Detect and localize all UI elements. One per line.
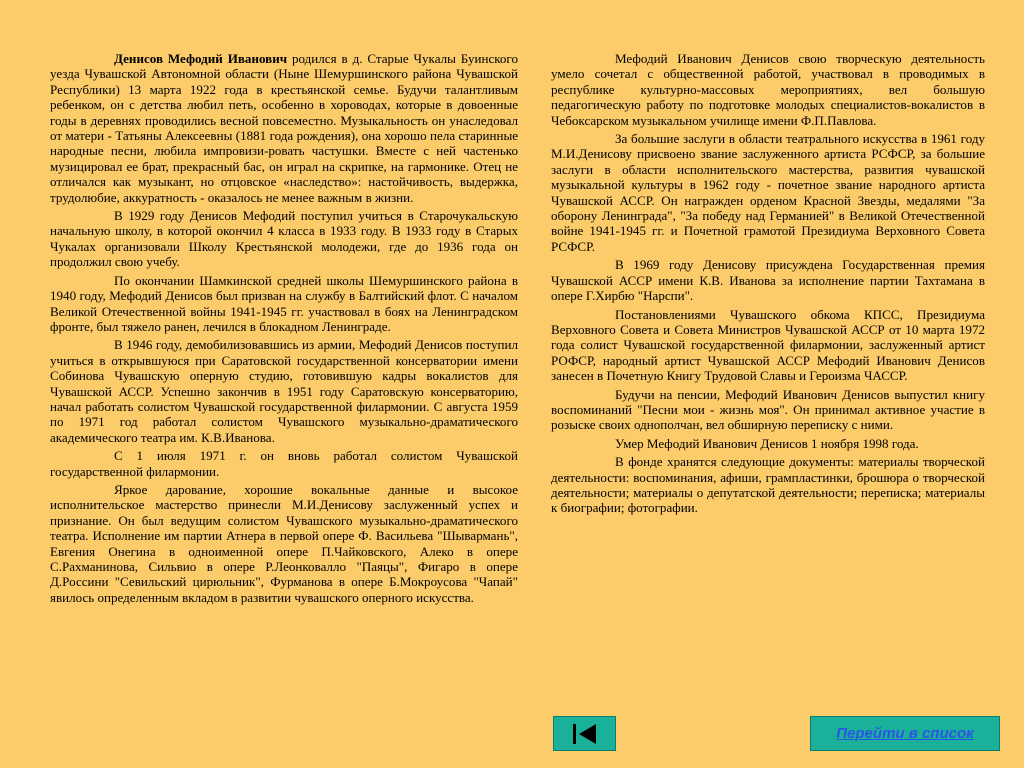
paragraph: В фонде хранятся следующие документы: материалы творческой деятельности: воспоминания, афиши, грампластинки, брошюра о творческой деятельности; материалы о депутатской деятельности; переписка; материалы к биографии; фотографии. — [551, 454, 985, 516]
intro-text: родился в д. Старые Чукалы Буинского уезда Чувашской Автономной области (Ныне Шемуршинского района Чувашской Республики) 13 марта 1922 года в крестьянской семье. Будучи талантливым ребенком, он с детства любил петь, особенно в хороводах, которые в довоенные годы в деревнях проводились весной повсеместно. Музыкальность он унаследовал от матери - Татьяны Алексеевны (1881 года рождения), она хорошо пела старинные народные песни, любила импровизи-ровать частушки. Вместе с ней частенько музицировал ее брат, прекрасный бас, он играл на скрипке, на гармонике. Отец не отличался как музыкант, но отцовское «наследство»: настойчивость, выдержка, трудолюбие, аккуратность - оказалось не менее важным в жизни. — [50, 51, 518, 205]
back-button[interactable] — [553, 716, 616, 751]
skip-back-icon — [572, 723, 598, 745]
paragraph: Постановлениями Чувашского обкома КПСС, Президиума Верховного Совета и Совета Министров Чувашской АССР от 10 марта 1972 года солист Чувашской государственной филармонии, заслуженный артист РОФСР, народный артист Чувашской АССР Мефодий Иванович Денисов занесен в Почетную Книгу Трудовой Славы и Героизма ЧАССР. — [551, 306, 985, 384]
right-column — [551, 51, 985, 519]
paragraph: Умер Мефодий Иванович Денисов 1 ноября 1998 года. — [615, 435, 919, 451]
paragraph: Мефодий Иванович Денисов свою творческую деятельность умело сочетал с общественной работой, участвовал в проводимых в республике культурно-массовых мероприятиях, вел большую педагогическую работу по подготовке молодых специалистов-вокалистов в Чебоксарском музыкальном училище имени Ф.П.Павлова. — [551, 51, 985, 128]
paragraph: В 1929 году Денисов Мефодий поступил учиться в Старочукальскую начальную школу, в которой окончил 4 класса в 1933 году. В 1933 году в Старых Чукалах организовали Школу Крестьянской молодежи, где до 1936 года он продолжил свою учебу. — [50, 208, 518, 270]
person-name: Денисов Мефодий Иванович — [114, 51, 288, 66]
paragraph: Будучи на пенсии, Мефодий Иванович Денисов выпустил книгу воспоминаний "Песни мои - жизнь моя". Он принимал активное участие в розыске своих однополчан, вел обширную переписку с ними. — [551, 386, 985, 433]
intro-paragraph — [50, 51, 518, 205]
paragraph: С 1 июля 1971 г. он вновь работал солистом Чувашской государственной филармонии. — [50, 448, 518, 479]
go-to-list-link[interactable]: Перейти в список — [836, 725, 974, 742]
paragraph: За большие заслуги в области театрального искусства в 1961 году М.И.Денисову присвоено звание заслуженного артиста РСФСР, за большие заслуги в области исполнительского мастерства, развития чувашской музыкальной культуры в 1962 году - почетное звание народного артиста Чувашской АССР. Он награжден орденом Красной Звезды, медалями "За оборону Ленинграда", "За победу над Германией" в Великой Отечественной войне 1941-1945 гг. и Почетной грамотой Президиума Верховного Совета РСФСР. — [551, 131, 985, 254]
paragraph: Яркое дарование, хорошие вокальные данные и высокое исполнительское мастерство принесли М.И.Денисову заслуженный успех и признание. Он был ведущим солистом Чувашского музыкально-драматического театра. Исполнение им партии Атнера в первой опере Ф. Васильева "Шывармань", Евгения Онегина в одноименной опере П.Чайковского, Алеко в опере С.Рахманинова, Сильвио в опере Р.Леонковалло "Паяцы", Фигаро в опере Д.Россини "Севильский цирюльник", Фурманова в опере Б.Мокроусова "Чапай" явилось определенным вкладом в развитии чувашского оперного искусства. — [50, 481, 518, 605]
paragraph: По окончании Шамкинской средней школы Шемуршинского района в 1940 году, Мефодий Денисов был призван на службу в Балтийский флот. С началом Великой Отечественной войны 1941-1945 гг. участвовал в боях на Ленинградском фронте, был тяжело ранен, лечился в блокадном Ленинграде. — [50, 272, 518, 334]
paragraph: В 1969 году Денисову присуждена Государственная премия Чувашской АССР имени К.В. Иванова за исполнение партии Тахтамана в опере Г.Хирбю "Нарспи". — [551, 257, 985, 304]
paragraph: В 1946 году, демобилизовавшись из армии, Мефодий Денисов поступил учиться в открывшуюся при Саратовской государственной консерватории имени Собинова Чувашскую оперную студию, готовившую кадры вокалистов для Чувашской АССР. Успешно закончив в 1951 году Саратовскую консерваторию, начал работать солистом Чувашской государственной филармонии. С августа 1959 по 1971 год работал солистом Чувашского музыкально-драматического академического театра им. К.В.Иванова. — [50, 337, 518, 445]
go-to-list-button[interactable] — [810, 716, 1000, 751]
left-column — [50, 51, 518, 608]
